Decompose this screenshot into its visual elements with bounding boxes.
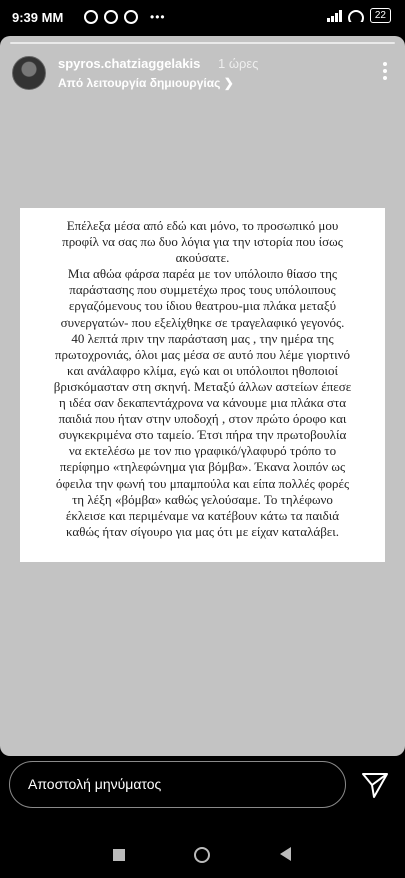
- more-vertical-icon[interactable]: [383, 62, 387, 80]
- story-text-line: περίφημο «τηλεφώνημα για βόμβα». Έκανα λοιπόν ως: [59, 459, 346, 475]
- notification-icons: [84, 10, 166, 24]
- story-progress-bar: [10, 42, 395, 44]
- reply-bar: [0, 756, 405, 878]
- story-text-line: πρωτοχρονιάς, όλοι μας μέσα σε αυτό που λέμε γιορτινό: [54, 346, 351, 362]
- paper-plane-icon[interactable]: [360, 770, 390, 800]
- signal-icon: [327, 10, 342, 22]
- battery-icon: 22: [370, 8, 391, 23]
- story-text-line: Επέλεξα μέσα από εδώ και μόνο, το προσωπικό μου: [66, 218, 339, 233]
- story-text-line: και ανάλαφρο κλίμα, εγώ και οι υπόλοιποι ηθοποιοί: [67, 362, 338, 378]
- chevron-right-icon: ❯: [223, 76, 234, 90]
- story-text-line: Μια αθώα φάρσα παρέα με τον υπόλοιπο θίασο της: [67, 266, 338, 282]
- story-text-line: 40 λεπτά πριν την παράσταση μας , την ημέρα της: [71, 330, 334, 346]
- story-text-line: η ιδέα σαν δεκαπεντάχρονα να κάνουμε μια πλάκα στα: [58, 395, 347, 411]
- chrome-icon: [124, 10, 138, 24]
- story-text-line: τη λέξη «βόμβα» καθώς γελούσαμε. Το τηλέφωνο: [72, 491, 333, 507]
- story-text-line: προφίλ να σας πω δυο λόγια για την ιστορία που ίσως: [62, 234, 343, 250]
- story-text-line: παράστασης που συμμετέχω προς τους υπόλοιπους: [69, 282, 336, 298]
- story-text-line: συγκεκριμένα στο ταμείο. Έτσι πήρα την πρωτοβουλία: [58, 427, 347, 443]
- story-username[interactable]: spyros.chatziaggelakis: [58, 56, 201, 71]
- story-text-line: να εκτελέσω με τον πιο γραφικό/γλαφυρό τρόπο το: [68, 443, 337, 459]
- more-notifications-icon: •••: [150, 10, 166, 24]
- triangle-back-icon[interactable]: [280, 847, 291, 861]
- story-text-line: βρισκόμασταν στη σκηνή. Μεταξύ άλλων αστείων έπεσε: [53, 378, 352, 394]
- chrome-icon: [104, 10, 118, 24]
- story-text-line: συνεργατών- που εξελίχθηκε σε τραγελαφικό γεγονός.: [60, 314, 345, 330]
- square-icon[interactable]: [113, 849, 125, 861]
- story-text-line: καθώς ήταν σίγουρο για μας ότι με είχαν καταλάβει.: [65, 523, 340, 539]
- story-text-line: έκλεισε και περιμέναμε να κατέβουν κάτω τα παιδιά: [65, 507, 340, 523]
- story-subtitle-link[interactable]: Από λειτουργία δημιουργίας ❯: [58, 76, 234, 90]
- message-input[interactable]: Αποστολή μηνύματος: [9, 761, 346, 808]
- story-time-ago: 1 ώρες: [218, 56, 259, 71]
- story-text-line: εργαζόμενους του ίδιου θεατρου-μια πλάκα μεταξύ: [68, 298, 337, 314]
- avatar[interactable]: [12, 56, 46, 90]
- story-text-line: παιδιά που ήταν στην υποδοχή , στον πρώτο όροφο και: [58, 411, 347, 427]
- circle-icon[interactable]: [194, 847, 210, 863]
- system-nav-bar: [0, 834, 405, 878]
- status-bar: [0, 0, 405, 36]
- story-text-card: [20, 208, 385, 562]
- story-viewer[interactable]: [0, 36, 405, 756]
- story-text-line: όφειλα την φωνή του μπαμπούλα και είπα πολλές φορές: [55, 475, 350, 491]
- alarm-icon: [84, 10, 98, 24]
- story-text-line: ακούσατε.: [175, 250, 230, 266]
- wifi-icon: [348, 10, 364, 22]
- status-time: 9:39 ΜΜ: [12, 10, 64, 25]
